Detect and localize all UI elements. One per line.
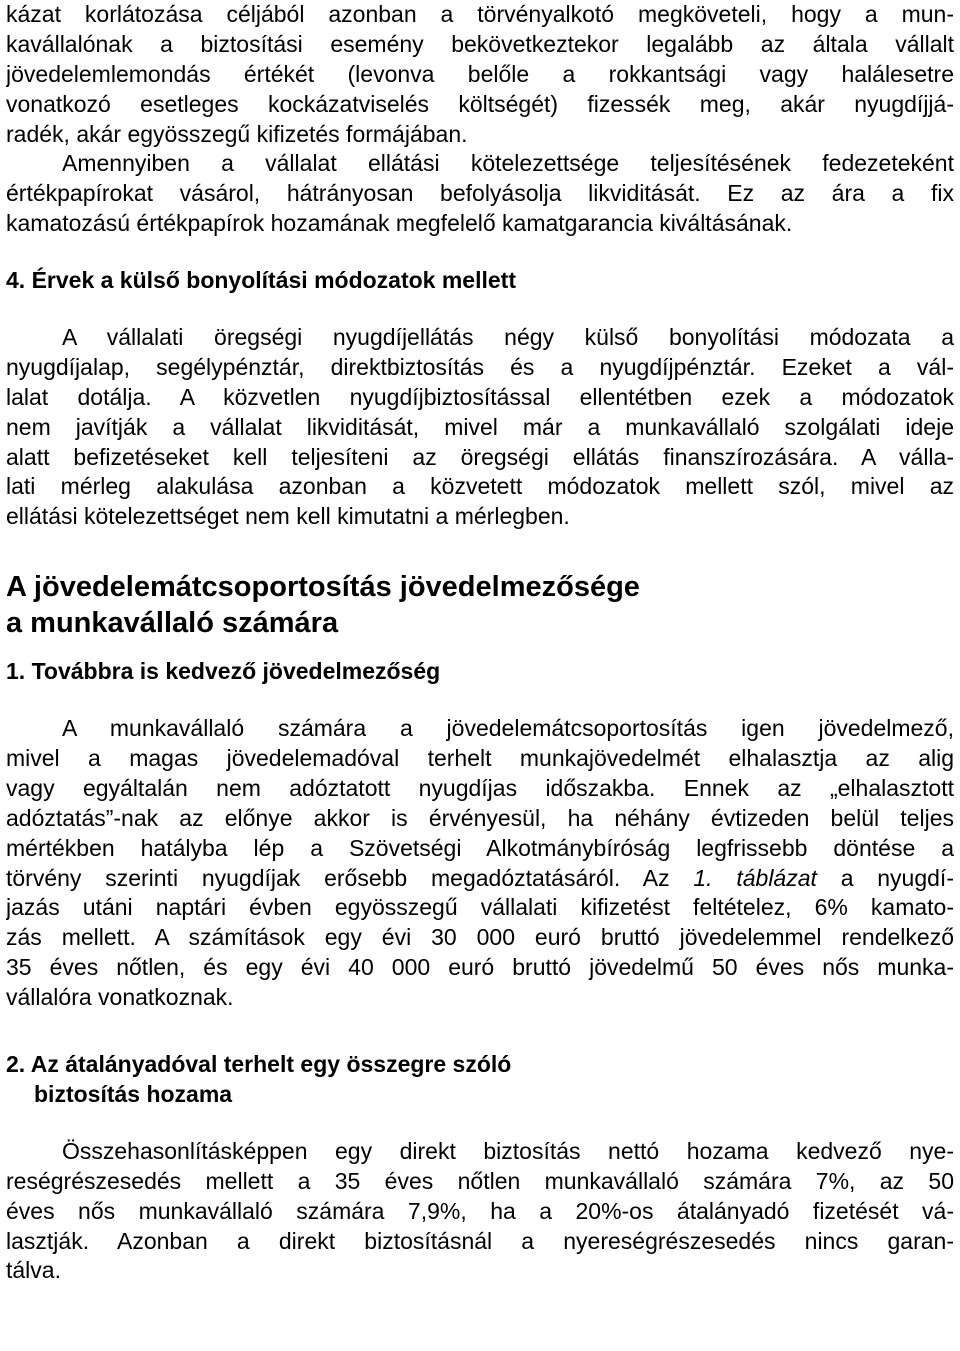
text-line: radék, akár egyösszegű kifizetés formájában.: [6, 120, 468, 147]
main-heading-line: A jövedelemátcsoportosítás jövedelmezősége: [6, 571, 640, 604]
text-line: jövedelemlemondás értékét (levonva belőle a rokkantsági vagy halálesetre: [6, 60, 954, 87]
text-line: jazás utáni naptári évben egyösszegű vállalati kifizetést feltételez, 6% kamato-: [6, 894, 954, 921]
subsection-heading: 1. Továbbra is kedvező jövedelmezőség: [6, 658, 441, 685]
text-line: A vállalati öregségi nyugdíjellátás négy külső bonyolítási módozata a: [62, 324, 954, 351]
text-line: vagy egyáltalán nem adóztatott nyugdíjas időszakba. Ennek az „elhalasztott: [6, 774, 954, 801]
text-line: lalat dotálja. A közvetlen nyugdíjbiztosítással ellentétben ezek a módozatok: [6, 383, 954, 410]
text-line: lati mérleg alakulása azonban a közvetett módozatok mellett szól, mivel az: [6, 473, 954, 500]
text-line: alatt befizetéseket kell teljesíteni az öregségi ellátás finanszírozására. A válla-: [6, 443, 954, 470]
text-line: mivel a magas jövedelemadóval terhelt munkajövedelmét elhalasztja az alig: [6, 745, 954, 772]
paragraph-lump-sum: [6, 1137, 954, 1286]
text-line: zás mellett. A számítások egy évi 30 000 euró bruttó jövedelemmel rendelkező: [6, 924, 954, 951]
text-line: tálva.: [6, 1257, 61, 1284]
text-line: vonatkozó esetleges kockázatviselés költségét) fizessék meg, akár nyugdíjjá-: [6, 90, 954, 117]
text-line: nyugdíjalap, segélypénztár, direktbiztosítás és a nyugdíjpénztár. Ezeket a vál-: [6, 353, 954, 380]
paragraph-profitability: [6, 714, 954, 1013]
text-line: Összehasonlításképpen egy direkt biztosítás nettó hozama kedvező nye-: [62, 1137, 954, 1164]
text-line: [6, 864, 954, 894]
text-line: vállalóra vonatkoznak.: [6, 984, 234, 1011]
text-line: 35 éves nőtlen, és egy évi 40 000 euró bruttó jövedelmű 50 éves nős munka-: [6, 954, 954, 981]
text-line: lasztják. Azonban a direkt biztosításnál a nyereségrészesedés nincs garan-: [6, 1227, 954, 1254]
main-heading-line: a munkavállaló számára: [6, 607, 339, 640]
text-segment: törvény szerinti nyugdíjak erősebb megadóztatásáról. Az: [6, 864, 694, 891]
text-line: A munkavállaló számára a jövedelemátcsoportosítás igen jövedelmező,: [62, 715, 954, 742]
subsection-heading-line: biztosítás hozama: [34, 1080, 233, 1107]
text-line: kavállalónak a biztosítási esemény bekövetkeztekor legalább az általa vállalt: [6, 30, 954, 57]
text-line: nem javítják a vállalat likviditását, mivel már a munkavállaló szolgálati ideje: [6, 413, 954, 440]
text-line: kázat korlátozása céljából azonban a törvényalkotó megköveteli, hogy a mun-: [6, 1, 954, 27]
text-line: adóztatás”-nak az előnye akkor is érvényesül, ha néhány évtizeden belül teljes: [6, 804, 954, 831]
text-line: mértékben hatályba lép a Szövetségi Alkotmánybíróság legfrissebb döntése a: [6, 834, 954, 861]
text-line: ellátási kötelezettséget nem kell kimutatni a mérlegben.: [6, 503, 570, 530]
text-segment: a nyugdí-: [816, 864, 954, 891]
section-heading: 4. Érvek a külső bonyolítási módozatok mellett: [6, 267, 516, 294]
text-line: Amennyiben a vállalat ellátási kötelezettsége teljesítésének fedezeteként: [62, 150, 954, 177]
table-reference: 1. táblázat: [693, 864, 817, 891]
subsection-heading-2: [6, 1050, 954, 1110]
text-line: reségrészesedés mellett a 35 éves nőtlen munkavállaló számára 7%, az 50: [6, 1167, 954, 1194]
paragraph-intro: [6, 0, 954, 149]
text-line: értékpapírokat vásárol, hátrányosan befolyásolja likviditását. Ez az ára a fix: [6, 180, 954, 207]
paragraph-external-methods: [6, 323, 954, 532]
text-line: kamatozású értékpapírok hozamának megfelelő kamatgarancia kiváltásának.: [6, 210, 793, 237]
subsection-heading-line: 2. Az átalányadóval terhelt egy összegre szóló: [6, 1051, 512, 1078]
text-line: éves nős munkavállaló számára 7,9%, ha a 20%-os átalányadó fizetését vá-: [6, 1197, 954, 1224]
paragraph-liquidity: [6, 149, 954, 239]
main-heading: [6, 569, 954, 641]
